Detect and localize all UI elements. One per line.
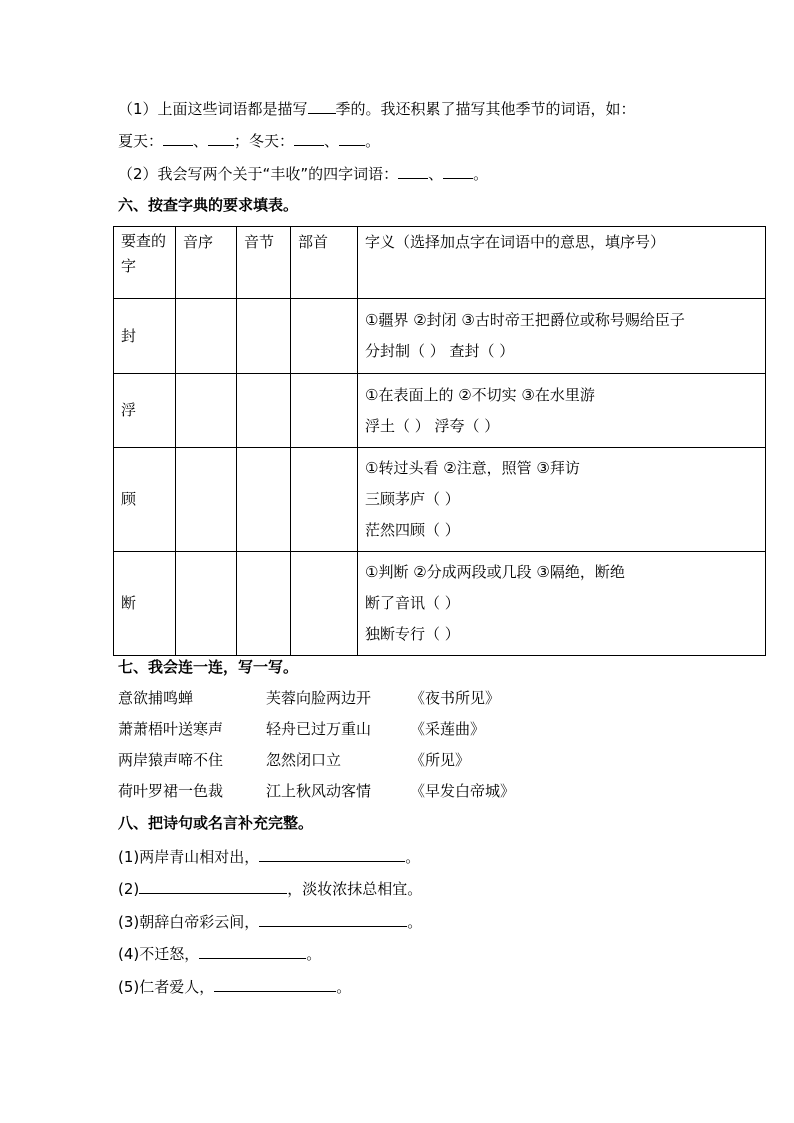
table-row bbox=[114, 374, 766, 448]
meaning-item[interactable]: 茫然四顾（ ） bbox=[365, 521, 460, 539]
meaning-options: ①转过头看 ②注意，照管 ③拜访 bbox=[365, 459, 580, 477]
meaning-cell bbox=[358, 374, 766, 448]
table-row bbox=[114, 552, 766, 656]
matching-row bbox=[0, 718, 794, 740]
item-suffix: 。 bbox=[336, 978, 352, 996]
item-number: (3) bbox=[118, 913, 140, 931]
radical-cell[interactable] bbox=[291, 374, 358, 448]
item-prefix: 仁者爱人， bbox=[139, 978, 215, 996]
header-radical: 部首 bbox=[291, 227, 358, 299]
winter-label: ；冬天： bbox=[234, 132, 295, 150]
syllable-cell[interactable] bbox=[237, 552, 291, 656]
summer-label: 夏天： bbox=[118, 132, 164, 150]
q1-line2 bbox=[118, 130, 380, 151]
fill-item bbox=[118, 976, 351, 997]
poem-line-left[interactable]: 意欲捕鸣蝉 bbox=[118, 689, 194, 707]
separator: 、 bbox=[324, 132, 340, 150]
q1-prefix: （1）上面这些词语都是描写 bbox=[118, 100, 308, 118]
poem-line-middle[interactable]: 芙蓉向脸两边开 bbox=[266, 689, 372, 707]
meaning-cell bbox=[358, 552, 766, 656]
winter-blank-1[interactable] bbox=[294, 130, 324, 146]
syllable-cell[interactable] bbox=[237, 374, 291, 448]
meaning-item[interactable]: 独断专行（ ） bbox=[365, 625, 460, 643]
poem-line-middle[interactable]: 轻舟已过万重山 bbox=[266, 720, 372, 738]
q2-prefix: （2）我会写两个关于“丰收”的四字词语： bbox=[118, 165, 399, 183]
poem-line-left[interactable]: 萧萧梧叶送寒声 bbox=[118, 720, 224, 738]
matching-row bbox=[0, 780, 794, 802]
matching-row bbox=[0, 749, 794, 771]
q2-line bbox=[118, 163, 488, 184]
phonetic-order-cell[interactable] bbox=[176, 374, 237, 448]
radical-cell[interactable] bbox=[291, 552, 358, 656]
phonetic-order-cell[interactable] bbox=[176, 552, 237, 656]
item-suffix: 。 bbox=[306, 945, 322, 963]
syllable-cell[interactable] bbox=[237, 448, 291, 552]
meaning-item[interactable]: 断了音讯（ ） bbox=[365, 594, 460, 612]
period: 。 bbox=[473, 165, 489, 183]
harvest-blank-1[interactable] bbox=[398, 163, 428, 179]
meaning-item[interactable]: 三顾茅庐（ ） bbox=[365, 490, 460, 508]
matching-row bbox=[0, 687, 794, 709]
meaning-item[interactable]: 浮土（ ） 浮夸（ ） bbox=[365, 416, 500, 435]
fill-item bbox=[118, 943, 321, 964]
poem-line-left[interactable]: 荷叶罗裙一色裁 bbox=[118, 782, 224, 800]
dictionary-table bbox=[113, 226, 766, 656]
section7-title: 七、我会连一连，写一写。 bbox=[118, 658, 299, 676]
header-meaning: 字义（选择加点字在词语中的意思，填序号） bbox=[358, 227, 766, 299]
header-syllable: 音节 bbox=[237, 227, 291, 299]
item-number: (5) bbox=[118, 978, 140, 996]
syllable-cell[interactable] bbox=[237, 299, 291, 374]
summer-blank-2[interactable] bbox=[208, 130, 234, 146]
answer-blank[interactable] bbox=[139, 878, 287, 894]
period: 。 bbox=[365, 132, 381, 150]
table-header-row bbox=[114, 227, 766, 299]
meaning-options: ①在表面上的 ②不切实 ③在水里游 bbox=[365, 385, 595, 404]
radical-cell[interactable] bbox=[291, 448, 358, 552]
fill-item bbox=[118, 878, 422, 899]
summer-blank-1[interactable] bbox=[163, 130, 193, 146]
row-char: 浮 bbox=[114, 374, 176, 448]
poem-title[interactable]: 《早发白帝城》 bbox=[410, 782, 516, 800]
section6-title: 六、按查字典的要求填表。 bbox=[118, 196, 299, 214]
item-suffix: 。 bbox=[405, 848, 421, 866]
section8-title: 八、把诗句或名言补充完整。 bbox=[118, 814, 314, 832]
poem-title[interactable]: 《所见》 bbox=[410, 751, 471, 769]
item-suffix: ，淡妆浓抹总相宜。 bbox=[287, 880, 423, 898]
row-char: 顾 bbox=[114, 448, 176, 552]
q1-line bbox=[118, 98, 636, 119]
phonetic-order-cell[interactable] bbox=[176, 299, 237, 374]
meaning-options: ①判断 ②分成两段或几段 ③隔绝，断绝 bbox=[365, 563, 625, 581]
meaning-item[interactable]: 分封制（ ） 查封（ ） bbox=[365, 342, 515, 360]
item-prefix: 朝辞白帝彩云间， bbox=[139, 913, 260, 931]
harvest-blank-2[interactable] bbox=[443, 163, 473, 179]
meaning-cell bbox=[358, 299, 766, 374]
phonetic-order-cell[interactable] bbox=[176, 448, 237, 552]
item-suffix: 。 bbox=[407, 913, 423, 931]
poem-title[interactable]: 《采莲曲》 bbox=[410, 720, 486, 738]
separator: 、 bbox=[428, 165, 444, 183]
poem-title[interactable]: 《夜书所见》 bbox=[410, 689, 501, 707]
meaning-cell bbox=[358, 448, 766, 552]
answer-blank[interactable] bbox=[214, 976, 336, 992]
item-prefix: 两岸青山相对出， bbox=[139, 848, 260, 866]
answer-blank[interactable] bbox=[259, 846, 405, 862]
item-prefix: 不迁怒， bbox=[139, 945, 200, 963]
radical-cell[interactable] bbox=[291, 299, 358, 374]
item-number: (2) bbox=[118, 880, 140, 898]
header-char: 要查的字 bbox=[114, 227, 176, 299]
q1-suffix: 季的。我还积累了描写其他季节的词语，如： bbox=[335, 100, 636, 118]
fill-item bbox=[118, 846, 420, 867]
season-blank[interactable] bbox=[308, 98, 336, 114]
answer-blank[interactable] bbox=[199, 943, 306, 959]
item-number: (4) bbox=[118, 945, 140, 963]
table-row bbox=[114, 299, 766, 374]
winter-blank-2[interactable] bbox=[339, 130, 365, 146]
fill-item bbox=[118, 911, 422, 932]
poem-line-left[interactable]: 两岸猿声啼不住 bbox=[118, 751, 224, 769]
poem-line-middle[interactable]: 忽然闭口立 bbox=[266, 751, 342, 769]
meaning-options: ①疆界 ②封闭 ③古时帝王把爵位或称号赐给臣子 bbox=[365, 311, 685, 329]
item-number: (1) bbox=[118, 848, 140, 866]
separator: 、 bbox=[193, 132, 209, 150]
row-char: 断 bbox=[114, 552, 176, 656]
answer-blank[interactable] bbox=[259, 911, 407, 927]
header-phonetic-order: 音序 bbox=[176, 227, 237, 299]
row-char: 封 bbox=[114, 299, 176, 374]
table-row bbox=[114, 448, 766, 552]
poem-line-middle[interactable]: 江上秋风动客情 bbox=[266, 782, 372, 800]
